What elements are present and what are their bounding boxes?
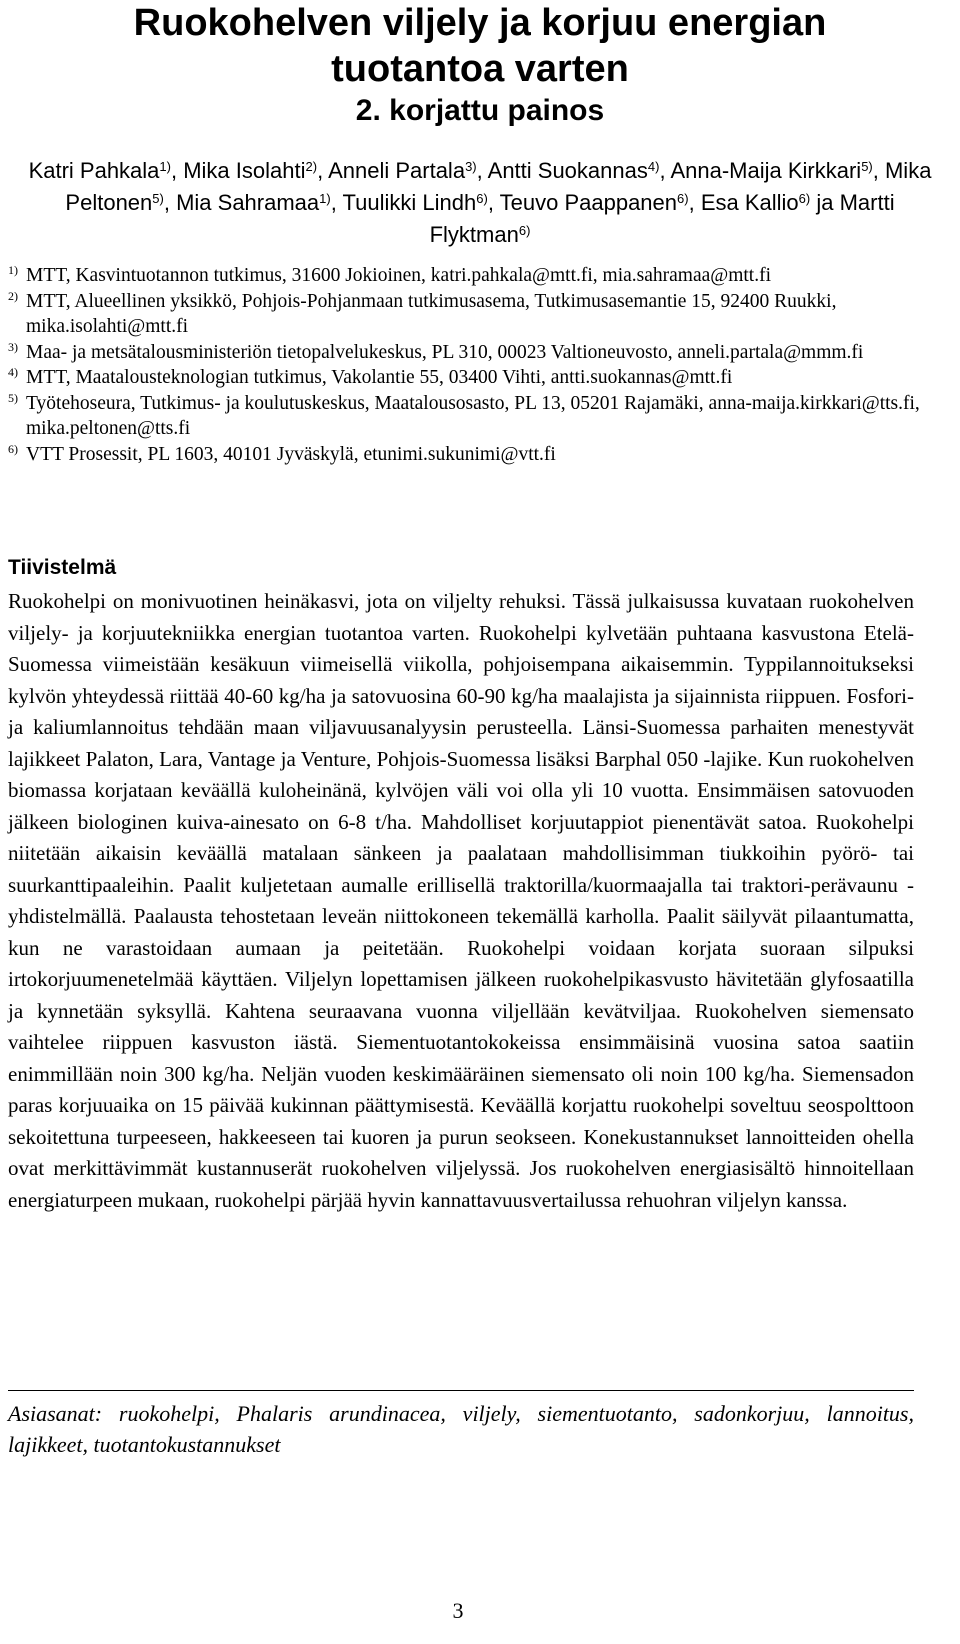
section-divider	[8, 1390, 914, 1391]
affiliation-item	[8, 289, 958, 340]
author-name: Mika Isolahti	[183, 158, 306, 183]
affiliation-list	[8, 263, 958, 467]
author-ref: 1)	[319, 191, 331, 206]
page-number: 3	[452, 1598, 464, 1623]
author-ref: 6)	[798, 191, 811, 206]
author-sep: ,	[487, 190, 500, 215]
author-sep: ,	[476, 158, 488, 183]
affiliation-item	[8, 442, 958, 468]
author-ref: 1)	[159, 159, 171, 174]
author-sep: ,	[170, 158, 184, 183]
author-ref: 6)	[677, 191, 689, 206]
affiliation-number: 6)	[8, 441, 18, 456]
affiliation-number: 1)	[8, 263, 18, 277]
affiliation-number: 3)	[8, 339, 18, 354]
author-name: Anneli Partala	[328, 158, 466, 183]
edition-subtitle: 2. korjattu painos	[355, 94, 605, 127]
title-block	[0, 0, 960, 130]
author-list	[12, 155, 948, 251]
affiliation-number: 5)	[8, 390, 18, 405]
title-line-2: tuotantoa varten	[331, 48, 629, 90]
author-name: Anna-Maija Kirkkari	[670, 158, 862, 183]
keywords: Asiasanat: ruokohelpi, Phalaris arundinacea, viljely, siementuotanto, sadonkorjuu, lannoitus, lajikkeet, tuotantokustannukset	[8, 1401, 914, 1457]
author-ref: 2)	[305, 159, 318, 174]
author-sep: ,	[688, 190, 701, 215]
affiliation-item	[8, 263, 958, 289]
author-sep: ,	[317, 158, 329, 183]
affiliation-text: MTT, Maatalousteknologian tutkimus, Vakolantie 55, 03400 Vihti, antti.suokannas@mtt.fi	[26, 367, 733, 388]
affiliation-text: VTT Prosessit, PL 1603, 40101 Jyväskylä, etunimi.sukunimi@vtt.fi	[26, 443, 556, 465]
author-ref: 3)	[465, 159, 477, 174]
affiliation-item	[8, 340, 958, 366]
abstract-heading: Tiivistelmä	[8, 556, 117, 579]
author-sep: ,	[872, 158, 885, 183]
author-name: Mika Peltonen	[65, 158, 932, 215]
author-name: Tuulikki Lindh	[342, 190, 477, 215]
author-sep: ja	[810, 190, 840, 215]
author-ref: 6)	[476, 191, 488, 206]
affiliation-number: 2)	[8, 288, 18, 303]
author-name: Teuvo Paappanen	[499, 190, 678, 215]
affiliation-text: Maa- ja metsätalousministeriön tietopalvelukeskus, PL 310, 00023 Valtioneuvosto, anneli.partala@mmm.fi	[26, 341, 864, 363]
author-sep: ,	[659, 158, 671, 183]
title-line-1: Ruokohelven viljely ja korjuu energian	[133, 2, 827, 44]
author-name: Martti Flyktman	[429, 190, 895, 247]
author-name: Antti Suokannas	[487, 158, 648, 183]
author-ref: 6)	[518, 223, 531, 238]
author-ref: 5)	[861, 159, 873, 174]
author-name: Katri Pahkala	[28, 158, 160, 183]
affiliation-text: MTT, Kasvintuotannon tutkimus, 31600 Jokioinen, katri.pahkala@mtt.fi, mia.sahramaa@mtt.fi	[26, 265, 772, 286]
author-sep: ,	[330, 190, 343, 215]
abstract-body: Ruokohelpi on monivuotinen heinäkasvi, jota on viljelty rehuksi. Tässä julkaisussa kuvataan ruokohelven viljely- ja korjuutekniikka energian tuotantoa varten. Ruokohelpi kylvetään puhtaana kasvustona Etelä-Suomessa viimeistään kesäkuun viimeisellä viikolla, pohjoisempana aikaisemmin. Typpilannoitukseksi kylvön yhteydessä riittää 40-60 kg/ha ja satovuosina 60-90 kg/ha maalajista ja sijainnista riippuen. Fosfori- ja kaliumlannoitus tehdään maan viljavuusanalyysin perusteella. Länsi-Suomessa parhaiten menestyvät lajikkeet Palaton, Lara, Vantage ja Venture, Pohjois-Suomessa lisäksi Barphal 050 -lajike. Kun ruokohelven biomassa korjataan keväällä kuloheinänä, kylvöjen väli voi olla yli 10 vuotta. Ensimmäisen satovuoden jälkeen biologinen kuiva-ainesato on 6-8 t/ha. Mahdolliset korjuutappiot pienentävät satoa. Ruokohelpi niitetään aikaisin keväällä matalaan sänkeen ja paalataan mahdollisimman tiukkoihin pyörö- tai suurkanttipaaleihin. Paalit kuljetetaan aumalle erillisellä traktorilla/kuormaajalla tai traktori-perävaunu -yhdistelmällä. Paalausta tehostetaan leveän niittokoneen tekemällä karholla. Paalit säilyvät pilaantumatta, kun ne varastoidaan aumaan ja peitetään. Ruokohelpi voidaan korjata suoraan silpuksi irtokorjuumenetelmää käyttäen. Viljelyn lopettamisen jälkeen ruokohelpikasvusto hävitetään glyfosaatilla ja kynnetään syksyllä. Kahtena seuraavana vuonna viljellään kevätviljaa. Ruokohelven siemensato vaihtelee riippuen kasvuston iästä. Siementuotantokokeissa ensimmäisinä vuosina satoa saatiin enimmillään noin 300 kg/ha. Neljän vuoden keskimääräinen siemensato oli noin 100 kg/ha. Siemensadon paras korjuuaika on 15 päivää kukinnan päättymisestä. Keväällä korjattu ruokohelpi soveltuu seospolttoon sekoitettuna turpeeseen, hakkeeseen tai kuoren ja purun seokseen. Konekustannukset lannoitteiden ohella ovat merkittävimmät kustannuserät ruokohelven viljelyssä. Jos ruokohelven energiasisältö hinnoitellaan energiaturpeen mukaan, ruokohelpi pärjää hyvin kannattavuusvertailussa rehuohran viljelyn kanssa.	[8, 589, 914, 1212]
affiliation-text: MTT, Alueellinen yksikkö, Pohjois-Pohjanmaan tutkimusasema, Tutkimusasemantie 15, 92400 Ruukki, mika.isolahti@mtt.fi	[26, 290, 837, 337]
affiliation-number: 4)	[8, 365, 18, 379]
affiliation-text: Työtehoseura, Tutkimus- ja koulutuskeskus, Maatalousosasto, PL 13, 05201 Rajamäki, anna-maija.kirkkari@tts.fi, mika.peltonen@tts.fi	[26, 392, 920, 439]
author-sep: ,	[163, 190, 177, 215]
author-name: Esa Kallio	[700, 190, 799, 215]
author-ref: 5)	[152, 191, 164, 206]
affiliation-item	[8, 391, 958, 442]
author-ref: 4)	[647, 159, 660, 174]
author-name: Mia Sahramaa	[176, 190, 320, 215]
affiliation-item	[8, 365, 958, 391]
